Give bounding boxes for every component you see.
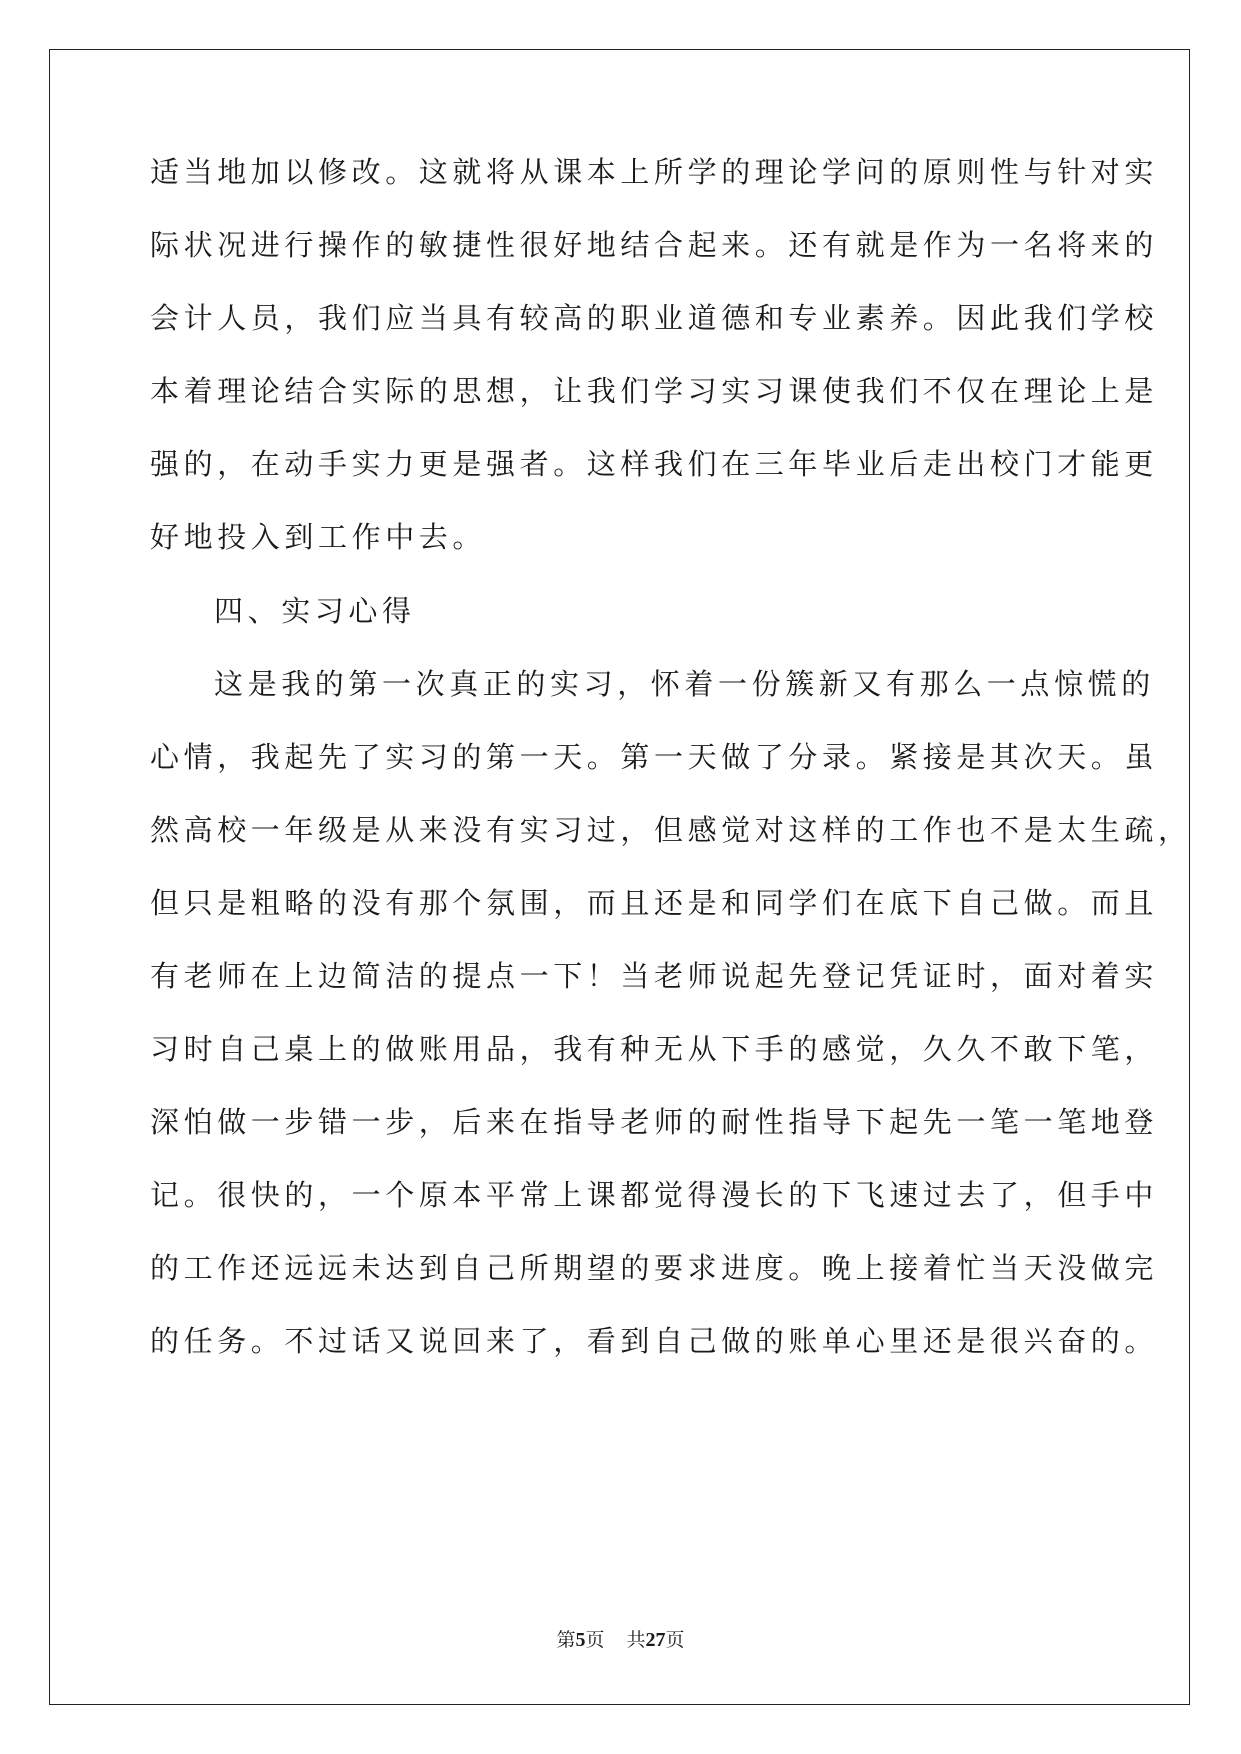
text-line: 好地投入到工作中去。 (150, 520, 487, 554)
text-line: 这是我的第一次真正的实习，怀着一份簇新又有那么一点惊慌的 (214, 667, 1155, 701)
section-heading: 四、实习心得 (214, 594, 416, 628)
text-line: 心情，我起先了实习的第一天。第一天做了分录。紧接是其次天。虽 (150, 740, 1159, 774)
text-line: 然高校一年级是从来没有实习过，但感觉对这样的工作也不是太生疏， (150, 813, 1192, 847)
page-suffix: 页 (585, 1630, 605, 1651)
total-pages: 27 (645, 1629, 666, 1651)
page-prefix: 第 (556, 1630, 576, 1651)
text-line: 的工作还远远未达到自己所期望的要求进度。晚上接着忙当天没做完 (150, 1251, 1159, 1285)
text-line: 记。很快的，一个原本平常上课都觉得漫长的下飞速过去了，但手中 (150, 1178, 1159, 1212)
text-line: 适当地加以修改。这就将从课本上所学的理论学问的原则性与针对实 (150, 155, 1159, 189)
page-footer (0, 1628, 1241, 1653)
text-line: 但只是粗略的没有那个氛围，而且还是和同学们在底下自己做。而且 (150, 886, 1159, 920)
text-line: 本着理论结合实际的思想，让我们学习实习课使我们不仅在理论上是 (150, 374, 1159, 408)
text-line: 强的，在动手实力更是强者。这样我们在三年毕业后走出校门才能更 (150, 447, 1159, 481)
text-line: 会计人员，我们应当具有较高的职业道德和专业素养。因此我们学校 (150, 301, 1159, 335)
text-line: 有老师在上边简洁的提点一下！当老师说起先登记凭证时，面对着实 (150, 959, 1159, 993)
text-line: 际状况进行操作的敏捷性很好地结合起来。还有就是作为一名将来的 (150, 228, 1159, 262)
text-line: 习时自己桌上的做账用品，我有种无从下手的感觉，久久不敢下笔， (150, 1032, 1159, 1066)
text-line: 深怕做一步错一步，后来在指导老师的耐性指导下起先一笔一笔地登 (150, 1105, 1159, 1139)
total-suffix: 页 (665, 1630, 685, 1651)
text-line: 的任务。不过话又说回来了，看到自己做的账单心里还是很兴奋的。 (150, 1324, 1159, 1358)
total-prefix: 共 (626, 1630, 646, 1651)
page-number: 5 (575, 1629, 586, 1651)
